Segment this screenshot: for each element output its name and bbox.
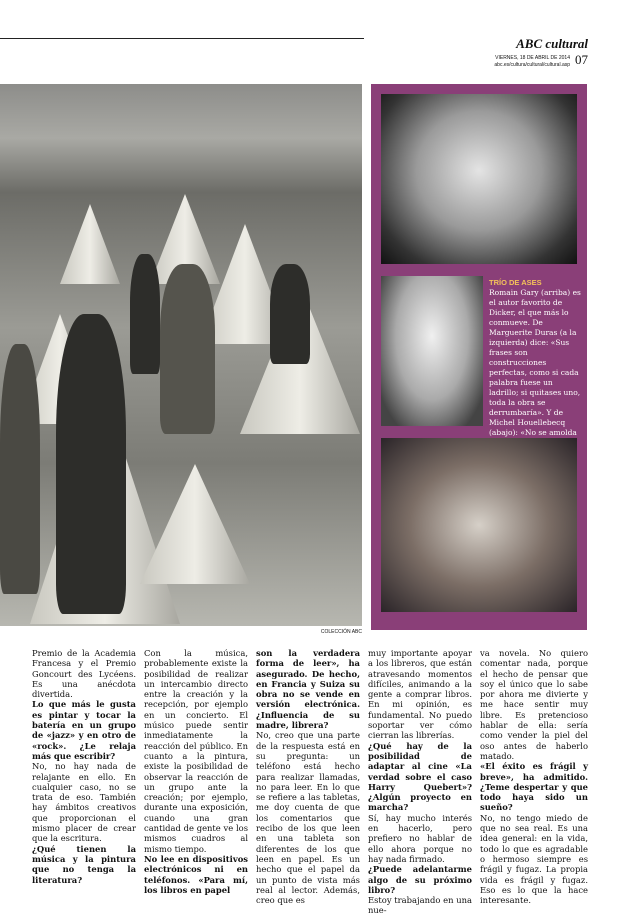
section-brand: ABC cultural [516,36,588,51]
text-column-3 [256,648,360,905]
answer-text: No, creo que una parte de la respuesta está en su pregunta: un teléfono está hecho para realizar llamadas, no para leer. En lo que se refiere a las tabletas, me doy cuenta de que los comentarios que recibo de los que leen en una tableta son diferentes de los que leen en papel. Es un hecho que el papel da un punto de vista más real al lector. Además, creo que es [256,730,360,906]
url-text: abc.es/cultura/cultural/cultural.asp [494,62,570,68]
date-text: VIERNES, 18 DE ABRIL DE 2014 [495,55,570,61]
soldier-figure [270,264,310,364]
question-text: ¿Qué hay de la posibilidad de adaptar al cine «La verdad sobre el caso Harry Quebert»? ¿Algún proyecto en marcha? [368,740,472,813]
question-text: ¿Qué tienen la música y la pintura que no tenga la literatura? [32,843,136,885]
caption-text: Romain Gary (arriba) es el autor favorito de Dicker, el que más lo conmueve. De Marguerite Duras (a la izquierda) dice: «Sus frases son construcciones perfectas, como si cada palabra fuese un ladrillo; si quitases uno, toda la obra se derrumbaría». Y de Michel Houellebecq (abajo): «No se amolda [489,288,581,437]
dateline [494,55,570,69]
portrait-romain-gary [381,94,577,264]
answer-text: No, no tengo miedo de que no sea real. Es una idea general: en la vida, todo lo que es agradable o hermoso siempre es frágil y fugaz. La propia vida es frágil y fugaz. Eso es lo que la hace interesante. [480,812,588,906]
answer-text: Estoy trabajando en una nue- [368,895,472,916]
header-rule [0,38,364,39]
text-column-5 [480,648,588,905]
page-number: 07 [575,52,588,67]
portrait-marguerite-duras [381,276,483,426]
answer-text: muy importante apoyar a los libreros, que están atravesando momentos difíciles, animando a la gente a comprar libros. En mi opinión, es fundamental. No puedo soportar ver cómo cierran las librerías. [368,648,472,741]
question-text: No lee en dispositivos electrónicos ni en teléfonos. «Para mí, los libros en papel [144,853,248,895]
soldier-figure [0,344,40,594]
question-text: son la verdadera forma de leer», ha asegurado. De hecho, en Francia y Suiza su obra no se vende en versión electrónica. ¿Influencia de su madre, librera? [256,648,360,731]
soldier-figure [56,314,126,614]
caption-title: TRÍO DE ASES [489,278,542,287]
text-column-1 [32,648,136,885]
answer-text: No, no hay nada de relajante en ello. En cualquier caso, no se trata de eso. También hay ámbitos creativos que proporcionan el mismo placer de crear que la escritura. [32,761,136,844]
soldier-figure [130,254,160,374]
question-text: Lo que más le gusta es pintar y tocar la batería en un grupo de «jazz» y en otro de «rock». ¿Le relaja más que escribir? [32,699,136,761]
answer-text: va novela. No quiero comentar nada, porque el hecho de pensar que soy el único que lo sabe por ahora me divierte y me hace sentir muy libre. Es pretencioso hablar de ella: sería como vender la piel del oso antes de haberlo matado. [480,648,588,761]
answer-text: Premio de la Academia Francesa y el Premio Goncourt des Lycéens. Es una anécdota divertida. [32,648,136,700]
answer-text: Con la música, probablemente existe la posibilidad de realizar un intercambio directo entre la creación y la recepción, por ejemplo en un concierto. El músico puede sentir inmediatamente la reacción del público. En cuanto a la pintura, existe la posibilidad de observar la reacción de un grupo ante la creación; por ejemplo, durante una exposición, cuando una gran cantidad de gente ve los mismos cuadros al mismo tiempo. [144,648,248,854]
photo-houellebecq-press [381,438,577,612]
tank-obstacle [60,204,120,284]
sidebar-caption [489,278,581,458]
question-text: «El éxito es frágil y breve», ha admitido. ¿Teme despertar y que todo haya sido un sueño? [480,761,588,813]
soldier-figure [160,264,215,434]
text-column-4 [368,648,472,916]
question-text: ¿Puede adelantarme algo de su próximo libro? [368,864,472,895]
sidebar-panel [371,84,587,630]
answer-text: Sí, hay mucho interés en hacerlo, pero prefiero no hablar de ello ahora porque no hay nada firmado. [368,812,472,864]
tank-obstacle [140,464,250,584]
main-photo [0,84,362,626]
text-column-2 [144,648,248,895]
photo-credit: COLECCIÓN ABC [320,629,362,635]
